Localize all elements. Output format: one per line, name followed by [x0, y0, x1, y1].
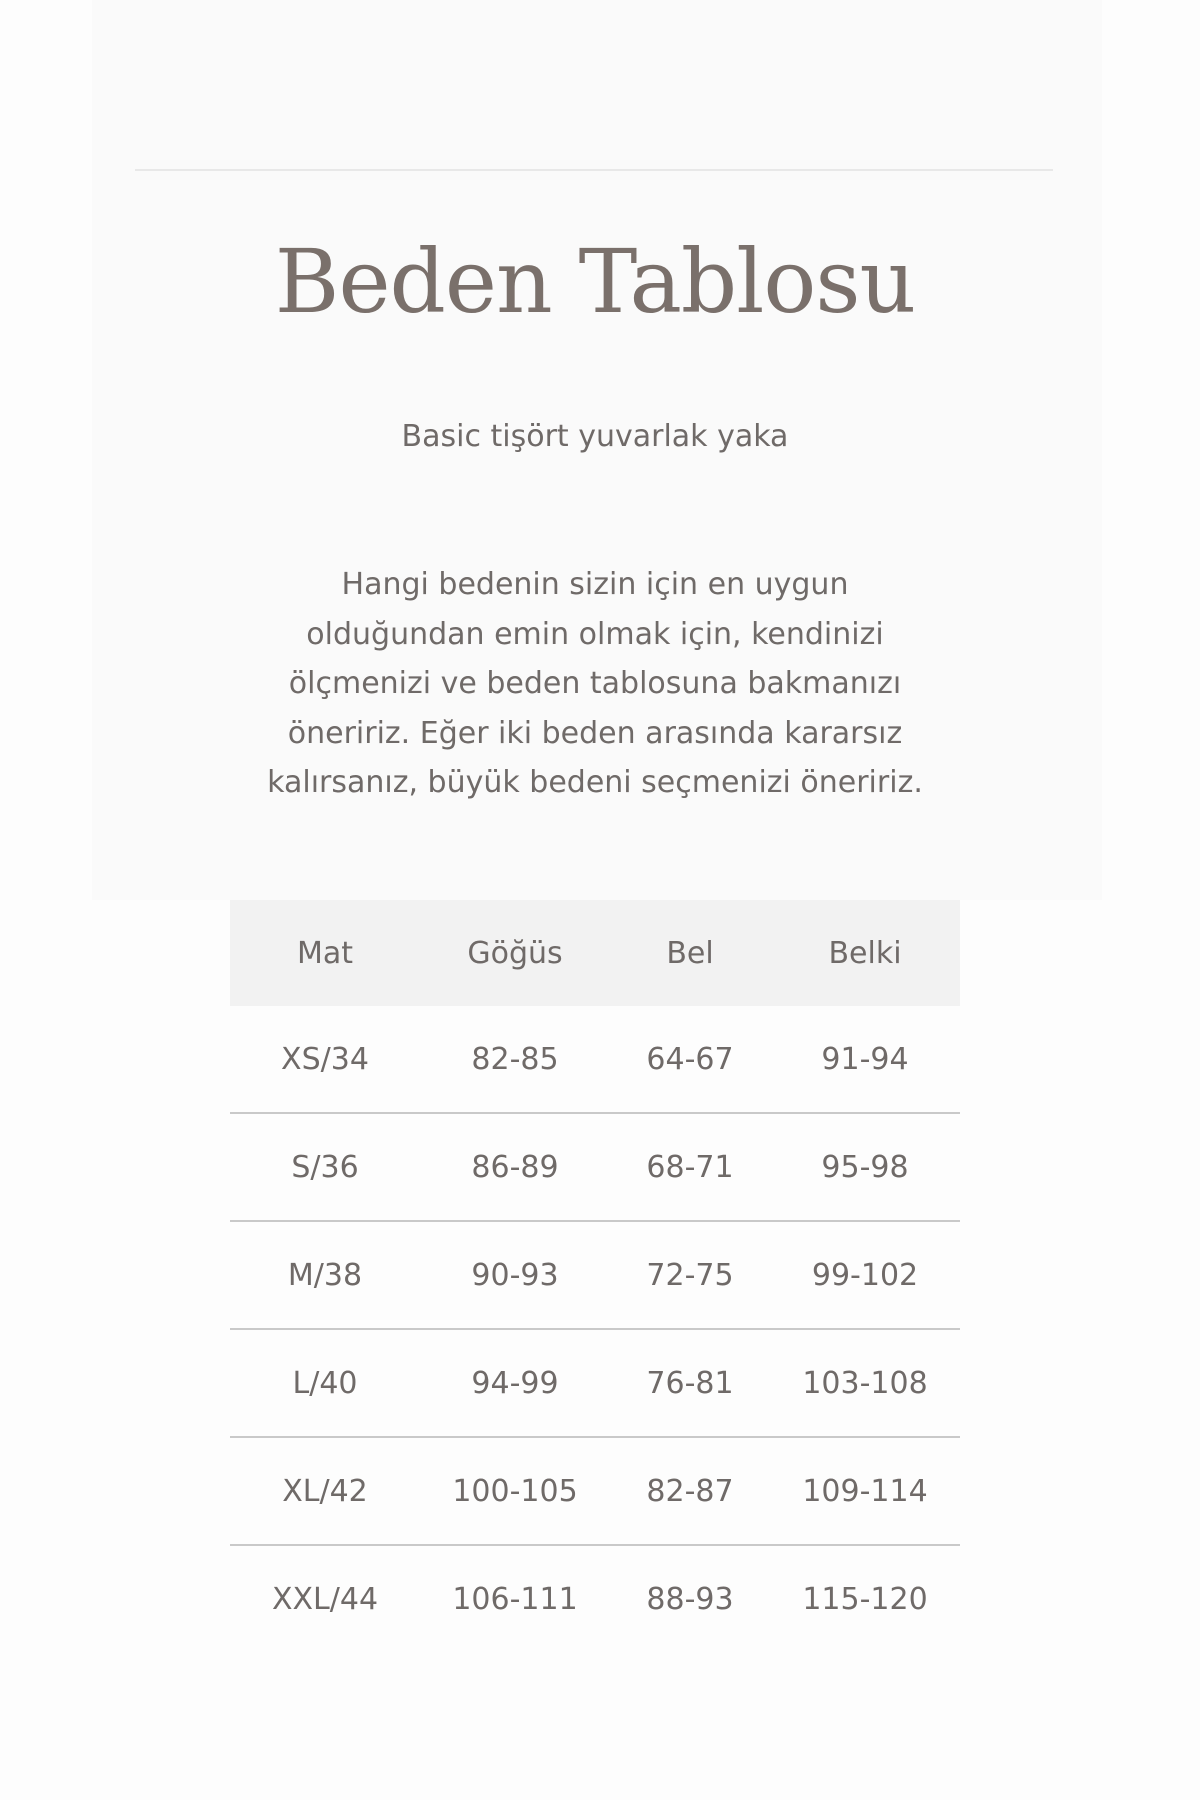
top-divider	[135, 169, 1053, 171]
hip-cell: 99-102	[811, 1257, 919, 1293]
waist-cell: 64-67	[646, 1041, 734, 1077]
header-cell-bel: Bel	[666, 935, 714, 971]
chest-cell: 82-85	[471, 1041, 559, 1077]
table-row	[230, 1221, 960, 1329]
waist-cell: 76-81	[646, 1365, 734, 1401]
chest-cell: 106-111	[452, 1581, 578, 1617]
size-cell: S/36	[291, 1149, 359, 1185]
header-cell-belki: Belki	[828, 935, 902, 971]
size-cell: XL/42	[282, 1473, 368, 1509]
chest-cell: 100-105	[452, 1473, 578, 1509]
waist-cell: 68-71	[646, 1149, 734, 1185]
page-title: Beden Tablosu	[274, 230, 916, 333]
size-chart-table	[230, 900, 960, 1652]
waist-cell: 88-93	[646, 1581, 734, 1617]
table-header-row	[230, 900, 960, 1006]
hip-cell: 109-114	[802, 1473, 928, 1509]
description-line: ölçmenizi ve beden tablosuna bakmanızı	[288, 666, 902, 701]
description-line: olduğundan emin olmak için, kendinizi	[306, 616, 884, 652]
table-row	[230, 1437, 960, 1545]
waist-cell: 72-75	[646, 1257, 734, 1293]
chest-cell: 94-99	[471, 1365, 559, 1401]
hip-cell: 95-98	[821, 1149, 909, 1185]
hip-cell: 103-108	[802, 1365, 928, 1401]
chest-cell: 86-89	[471, 1149, 559, 1185]
table-row	[230, 1113, 960, 1221]
header-cell-gogus: Göğüs	[467, 935, 563, 971]
hip-cell: 91-94	[821, 1041, 909, 1077]
description-line: kalırsanız, büyük bedeni seçmenizi öneririz.	[267, 765, 923, 800]
table-row	[230, 1006, 960, 1113]
size-cell: XS/34	[281, 1041, 369, 1077]
table-row	[230, 1329, 960, 1437]
description-line: Hangi bedenin sizin için en uygun	[341, 567, 849, 602]
header-cell-mat: Mat	[296, 935, 354, 971]
size-cell: L/40	[292, 1365, 358, 1401]
product-subtitle: Basic tişört yuvarlak yaka	[401, 419, 789, 454]
chest-cell: 90-93	[471, 1257, 559, 1293]
size-cell: M/38	[287, 1257, 363, 1293]
description-line: öneririz. Eğer iki beden arasında kararsız	[287, 715, 903, 751]
hip-cell: 115-120	[802, 1581, 928, 1617]
waist-cell: 82-87	[646, 1473, 734, 1509]
size-advice-text	[200, 560, 990, 808]
size-cell: XXL/44	[271, 1581, 379, 1617]
table-row	[230, 1545, 960, 1652]
